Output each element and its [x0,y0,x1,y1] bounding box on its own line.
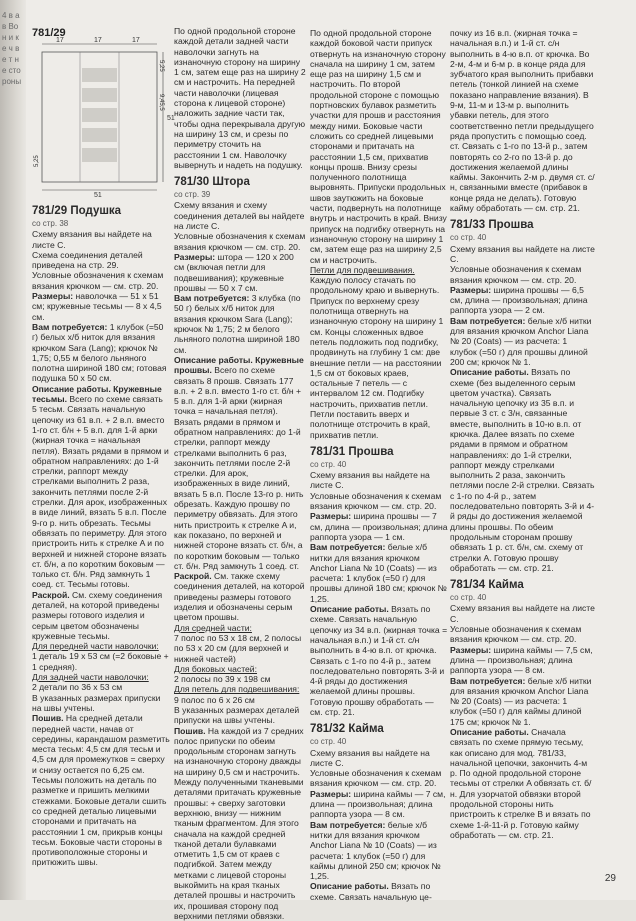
description-label: Описание работы. [450,367,529,378]
page-ref: со стр. 40 [310,459,347,469]
sewing-text: На каждой из 7 средних полос припуски по обеим продольным сторонам загнуть на изнаночную сторону дважды на ширину 0,5 см и настрочить. Между полученными тканевыми деталями притачать кружевные прошвы: + сверху заготовки верхнюю, внизу — нижним тканым фрагментом. Для этого сначала на каждой средней тканой детали булавками отметить 1,5 см от краев с подгибкой. Затем между метками с лицевой стороны выкоймить на края тканых деталей прошвы и настрочить их, прошивая сторону под верхними петлями обвязки. [174,725,304,921]
description-label-2: Описание работы. [450,727,529,737]
description-paragraph-2 [310,881,448,902]
sizes-label: Размеры: [174,251,216,262]
description-paragraph [450,367,596,573]
text-legend-2: Условные обозначения к схемам вязания крючком — см. стр. 20. [450,624,582,645]
description-label-2: Описание работы. [310,881,389,892]
page-ref: со стр. 40 [450,233,487,243]
loops-text: Каждую полосу стачать по продольному краю и вывернуть. Припуск по верхнему срезу полотнища отвернуть на изнаночную сторону на ширину 1 см. Концы сложенных вдвое петель подложить под подгибку, продвинуть на глубину 1 см: две внешние петли — на расстоянии 1,5 см от боковых краев, остальные 7 петель — с интервалом 12 см. Подгибку настрочить, прихватив петли. Петли поставить вверх и полотнище отстрочить в край, прихватив петли. [310,275,444,440]
materials-paragraph-2 [450,676,596,727]
left-dim: 5,25 [34,155,40,167]
top-dim-3: 17 [132,37,140,44]
sizes-paragraph [32,291,170,322]
page-ref-2: со стр. 40 [310,737,347,747]
text-assembly-ref: Схема соединения деталей приведена на стр. 29. [32,249,143,271]
front-label: Для передней части наволочки: [32,641,159,652]
materials-text: белые х/б нитки для вязания крючком Anchor Liana № 10 (Coats) — из расчета: 1 клубок (=50 г) для прошвы длиной 180 см; крючок № 1,25. [310,542,447,604]
description-label: Описание работы. [310,604,389,615]
cutting-label: Раскрой. [174,571,212,582]
description-paragraph [174,355,306,571]
cutting-paragraph [174,571,306,622]
column-3 [310,28,448,902]
materials-paragraph [450,316,596,367]
materials-paragraph [174,293,306,355]
description-label: Описание работы. Кружевные тесьмы. [32,383,162,405]
lace-strip-4 [82,128,117,142]
right-dim-1: 5,25 [158,60,164,72]
description-paragraph [310,604,448,717]
section-title-781-29: 781/29 Подушка [32,205,122,217]
continued-text: По одной продольной стороне каждой детали задней части наволочки загнуть на изнаночную сторону на ширину 1 см, затем еще раз на ширину 2 см и настрочить. На передней части наволочки (лицевая сторона к лицевой стороне) наложить задние части так, чтобы одна перекрывала другую на ширину 13 см, и срезы по периметру сточить на расстоянии 1 см. Наволочку вывернуть и надеть на подушку. [174,26,306,170]
column-1 [32,22,175,868]
sizes-label-2: Размеры: [310,788,352,799]
middle-label: Для средней части: [174,622,252,633]
materials-paragraph [310,542,448,604]
page-ref: со стр. 38 [32,219,69,228]
description-text-2: Сначала связать по схеме прямую тесьму, как описано для мод. 781/33, начальной цепочки, закончить 4-м р. По одной продольной стороне тесьмы от стрелки A обвязать ст. б/н. Для узорчатой обвязки второй продольной стороны нить пристроить к стрелке B и вязать по схеме 1-й-11-й р. Готовую кайму обработать — см. стр. 21. [450,727,592,840]
text-scheme: Схему вязания вы найдете на листе С. [450,243,595,264]
sizes-paragraph [174,252,306,293]
page-ref: со стр. 39 [174,190,211,200]
description-text: Вязать по схеме. Связать начальную цепочку из 34 в.п. (жирная точка = начальная в.п.) и 1-й ст. с/н выполнить в 4-ю в.п. от крючка. Связать с 1-го по 4-й р., затем последовательно повторять 3-й и 4-й ряды до достижения желаемой длины прошвы. Готовую прошву обработать — см. стр. 21. [310,604,448,717]
description-text: Всего по схеме связать 8 прошв. Связать 177 в.п. + 2 в.п. вместо 1-го ст. б/н + 5 в.п. для 1-й арки (жирная точка = начальная петля). Вязать рядами в прямом и обратном направлениях: до 1-й стрелки, раппорт между стрелками выполнить 6 раз, закончить петлями после 2-й стрелки. Для арок, изображенных в виде линий, вязать 5 в.п. После 13-го р. нить обрезать. Каждую прошву по периметру обвязать. Для этого нить пристроить к стрелке A и, как показано, по верхней и нижней стороне вязать ст. б/н, а по коротким боковым — только ст. б/н. Ряд замкнуть 1 соед. ст. [174,365,304,571]
sizes-label: Размеры: [32,291,74,302]
sizes-text: ширина прошвы — 6,5 см, длина — произвольная; длина раппорта узора — 2 см. [450,284,588,316]
page-fold [0,0,26,900]
sizes-paragraph-2 [310,789,448,820]
lace-strip-1 [82,68,117,82]
back-label: Для задней части наволочки: [32,672,149,683]
section-title-781-30: 781/30 Штора [174,176,250,189]
description-text-2: Вязать по схеме. Связать начальную це- [310,881,432,902]
section-title-781-32: 781/32 Кайма [310,723,384,736]
sewing-label: Пошив. [174,725,206,736]
lace-strip-2 [82,88,117,102]
text-scheme: Схему вязания вы найдете на листе С. [32,229,152,250]
description-text: Всего по схеме связать 5 тесьм. Связать начальную цепочку из 61 в.п. + 2 в.п. вместо 1-го ст. б/н + 5 в.п. для 1-й арки (жирная точка = начальная петля). Вязать рядами в прямом и обратном направлениях: до 1-й стрелки, раппорт между стрелками выполнить 2 раза, закончить петлями после 2-й стрелки. Для арок, изображенных в виде линий, вязать 5 в.п. После 9-го р. нить обрезать. Тесьмы обвязать по периметру. Для этого пристроить нить к стрелке A и по верхней и нижней стороне вязать ст. б/н, а по коротким боковым — только ст. б/н. Ряд замкнуть 1 соед. ст. [32,394,169,590]
cutting-label: Раскрой. [32,589,70,600]
right-dim-2: 9,45,5 [158,94,164,111]
front-text: 1 деталь 19 х 53 см (=2 боковые + 1 средняя). [32,651,169,672]
cutting-paragraph [32,590,170,641]
column-2 [174,26,306,921]
sizes-text-2: ширина каймы — 7 см, длина — произвольная; длина раппорта узора — 8 см. [310,788,446,820]
diagram-label: 781/29 [32,27,66,39]
text-legend: Условные обозначения к схемам вязания крючком — см. стр. 20. [32,270,164,291]
materials-text: белые х/б нитки для вязания крючком Anchor Liana № 20 (Coats) — из расчета: 1 клубок (=50 г) для прошвы длиной 200 см; крючок № 1. [450,315,592,367]
text-legend: Условные обозначения к схемам вязания крючком — см. стр. 20. [450,264,582,285]
sizes-text-2: ширина каймы — 7,5 см, длина — произвольная; длина раппорта узора — 8 см. [450,644,593,676]
sizes-text: наволочка — 51 х 51 см; кружевные тесьмы — 8 х 4,5 см. [32,291,162,322]
middle-text: 7 полос по 53 х 18 см, 2 полосы по 53 х 20 см (для верхней и нижней частей) [174,632,302,664]
sizes-text: ширина прошвы — 7 см, длина — произвольная; длина раппорта узора — 1 см. [310,511,448,542]
sizes-label-2: Размеры: [450,644,492,655]
materials-paragraph [32,322,170,384]
text-scheme: Схему вязания вы найдете на листе С. [310,470,430,491]
sewing-label: Пошив. [32,713,64,724]
cut-note: В указанных размерах припуски на швы учтены. [32,692,161,713]
bottom-dim: 51 [94,192,102,199]
section-title-781-33: 781/33 Прошва [450,219,534,232]
materials-label: Вам потребуется: [310,542,386,553]
continued-text: По одной продольной стороне каждой боковой части припуск отвернуть на изнаночную сторону сначала на ширину 1 см, затем еще раз на ширину 1,5 см и настрочить. По второй продольной стороне с помощью портновских булавок разметить участки для прошв и расстояния между ними. Боковые части сложить со средней лицевыми сторонами и притачать на расстоянии 1,5 см, прихватив концы прошв. Внизу срезы полученного полотнища выровнять. Припуски продольных швов заутюжить на боковые части, подвернуть на полотнище внутрь и настрочить в край. Внизу припуск на подгибку отвернуть на изнаночную сторону на ширину 1 см, затем еще раз на ширину 2,5 см и настрочить. [310,28,447,265]
description-label: Описание работы. Кружевные прошвы. [174,354,304,376]
text-legend: Условные обозначения к схемам вязания крючком — см. стр. 20. [174,231,306,252]
right-dim-3: 51 [167,115,175,122]
cutting-text: См. схему соединения деталей, на которой приведены размеры готового изделия и серым цветом обозначены кружевные тесьмы. [32,589,163,641]
sizes-paragraph-2 [450,645,596,676]
allowance-note: В указанных размерах деталей припуски на швы учтены. [174,705,300,726]
loops-paragraph [310,265,448,440]
text-scheme: Схему вязания и схему соединения деталей вы найдете на листе С. [174,200,305,232]
description-end: Тесьмы готовы. [67,579,130,590]
sizes-label: Размеры: [450,284,492,295]
side-text: 2 полосы по 39 х 198 см [174,674,271,685]
page-number: 29 [604,873,616,884]
side-label: Для боковых частей: [174,663,258,674]
materials-text: 1 клубок (=50 г) белых х/б ниток для вязания крючком Sara (Lang); крючок № 1,75; 0,55 м белого льняного полотна шириной 180 см; готовая подушка 50 х 50 см. [32,321,167,384]
sizes-paragraph [450,285,596,316]
loops-label: Для петель для подвешивания: [174,684,300,695]
lace-strip-5 [82,148,117,162]
continued-text: почку из 16 в.п. (жирная точка = начальная в.п.) и 1-й ст. с/н выполнить в 4-ю в.п. от крючка. Во 2-м, 4-м и 6-м р. в конце ряда для зубчатого края выполнить прибавки петель (тонкой линией на схеме показано направление вязания). В 9-м, 11-м и 13-м р. выполнить убавки петель, для этого соответственно петли предыдущего ряда пропустить с помощью соед. ст. Связать с 1-го по 13-й р., затем повторять со 2-го по 13-й р. до достижения желаемой длины каймы. Закончить 2-м р. двумя ст. с/н, связанными вместе (прибавок в конце ряда не делать). Готовую кайму обработать — см. стр. 21. [450,28,595,214]
materials-label: Вам потребуется: [174,293,250,304]
materials-label-2: Вам потребуется: [450,675,526,686]
assembly-diagram [32,24,175,199]
materials-label: Вам потребуется: [450,315,526,326]
text-legend: Условные обозначения к схемам вязания крючком — см. стр. 20. [310,490,442,512]
previous-page-text: 4 в а в Во н и ке ч ве т не стороны [2,11,22,86]
sewing-paragraph [174,726,306,921]
top-dim-1: 17 [56,37,64,44]
back-text: 2 детали по 36 х 53 см [32,682,123,693]
text-scheme-2: Схему вязания вы найдете на листе С. [450,603,595,624]
materials-label-2: Вам потребуется: [310,819,386,830]
top-dim-2: 17 [94,37,102,44]
sizes-text: штора — 120 х 200 см (включая петли для подвешивания); кружевные прошвы — 50 х 7 см. [174,251,294,293]
text-scheme-2: Схему вязания вы найдете на листе С. [310,747,430,768]
materials-text: 3 клубка (по 50 г) белых х/б ниток для вязания крючком Sara (Lang); крючок № 1,75; 2 м белого льняного полотна шириной 180 см. [174,293,301,355]
materials-label: Вам потребуется: [32,321,108,332]
materials-text-2: белые х/б нитки для вязания крючком Anchor Liana № 20 (Coats) — из расчета: 1 клубок (=50 г) для каймы длиной 175 см; крючок № 1. [450,675,592,727]
text-legend-2: Условные обозначения к схемам вязания крючком — см. стр. 20. [310,768,442,789]
description-paragraph-2 [450,727,596,840]
sizes-label: Размеры: [310,511,352,522]
cutting-text: См. также схему соединения деталей, на которой приведены размеры готового изделия и обозначены серым цветом прошвы. [174,571,305,623]
page-ref-2: со стр. 40 [450,593,487,603]
section-title-781-31: 781/31 Прошва [310,445,394,458]
sewing-paragraph [32,713,170,867]
loops-text: 9 полос по 6 х 26 см [174,694,255,705]
sizes-paragraph [310,511,448,542]
materials-text-2: белые х/б нитки для вязания крючком Anchor Liana № 10 (Coats) — из расчета: 1 клубок (=50 г) для каймы длиной 250 см; крючок № 1,25. [310,819,441,882]
column-4 [450,28,596,840]
materials-paragraph-2 [310,820,448,882]
lace-strip-3 [82,108,117,122]
sewing-text: На средней детали передней части, начав от середины, карандашом разметить места тесьм: 4,5 см для тесьм и 4,5 см для промежутков = сверху и снизу остается по 6,25 см. Тесьмы положить на деталь по разметке и пришить мелкими стежками. Боковые детали сшить со средней деталью лицевыми сторонами и притачать на расстоянии 1 см, прикрыв концы тесьм. Боковые части стороны в противоположные стороны и притюжить швы. [32,713,170,868]
loops-label: Петли для подвешивания. [310,264,415,275]
section-title-781-34: 781/34 Кайма [450,579,524,592]
assembly-diagram-svg [32,24,175,199]
description-text: Вязать по схеме (без выделенного серым цветом участка). Связать начальную цепочку из 35 в.п. и первые 3 ст. с 3/н, связанные вместе, выполнить в 10-ю в.п. от крючка. Далее вязать по схеме рядами в прямом и обратном направлениях: до 1-й стрелки, раппорт между стрелками выполнить 2 раза, закончить петлями после 2-й стрелки. Связать с 1-го по 4-й р., затем последовательно повторять 3-й и 4-й ряды до достижения желаемой длины прошвы. По обеим продольным сторонам прошву обвязать 1 р. ст. б/н, см. схему от стрелки A. Готовую прошву обработать — см. стр. 21. [450,367,595,573]
description-paragraph [32,384,170,590]
